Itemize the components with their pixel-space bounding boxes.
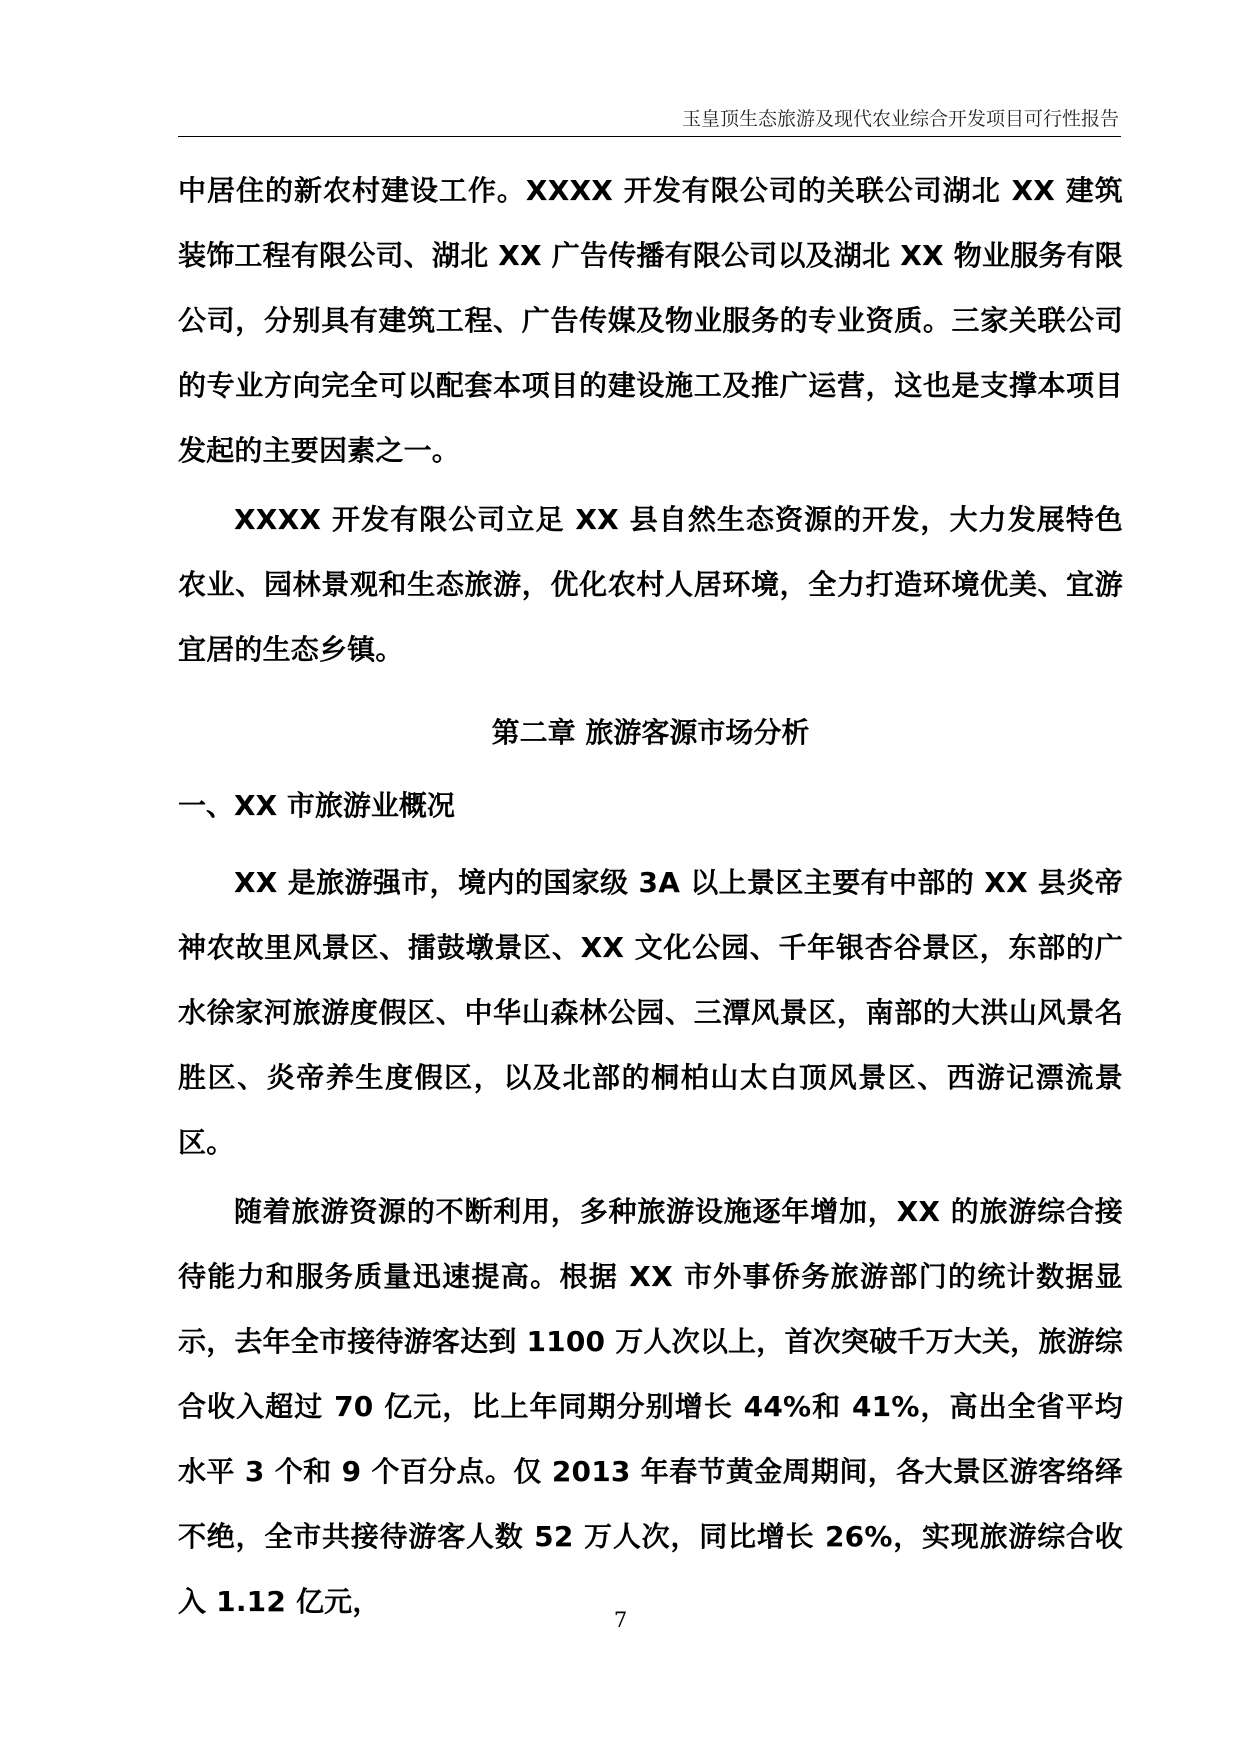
page-number: 7: [613, 1608, 628, 1632]
page-header: [178, 100, 1121, 137]
paragraph-tourism-statistics: 随着旅游资源的不断利用，多种旅游设施逐年增加，XX 的旅游综合接待能力和服务质量迅速提高。根据 XX 市外事侨务旅游部门的统计数据显示，去年全市接待游客达到 1100 万人次以上，首次突破千万大关，旅游综合收入超过 70 亿元，比上年同期分别增长 44%和 41%，高出全省平均水平 3 个和 9 个百分点。仅 2013 年春节黄金周期间，各大景区游客络绎不绝，全市共接待游客人数 52 万人次，同比增长 26%，实现旅游综合收入 1.12 亿元，: [178, 1195, 1123, 1618]
chapter-heading: 第二章 旅游客源市场分析: [491, 716, 810, 749]
paragraph-company-development: XXXX 开发有限公司立足 XX 县自然生态资源的开发，大力发展特色农业、园林景观和生态旅游，优化农村人居环境，全力打造环境优美、宜游宜居的生态乡镇。: [178, 503, 1123, 666]
section-heading: 一、XX 市旅游业概况: [178, 789, 455, 822]
paragraph-company-affiliates: 中居住的新农村建设工作。XXXX 开发有限公司的关联公司湖北 XX 建筑装饰工程有限公司、湖北 XX 广告传播有限公司以及湖北 XX 物业服务有限公司，分别具有建筑工程、广告传媒及物业服务的专业资质。三家关联公司的专业方向完全可以配套本项目的建设施工及推广运营，这也是支撑本项目发起的主要因素之一。: [178, 174, 1123, 467]
document-body: [178, 158, 1123, 1634]
paragraph-scenic-areas: XX 是旅游强市，境内的国家级 3A 以上景区主要有中部的 XX 县炎帝神农故里风景区、擂鼓墩景区、XX 文化公园、千年银杏谷景区，东部的广水徐家河旅游度假区、中华山森林公园、三潭风景区，南部的大洪山风景名胜区、炎帝养生度假区，以及北部的桐柏山太白顶风景区、西游记漂流景区。: [178, 866, 1123, 1159]
header-title: 玉皇顶生态旅游及现代农业综合开发项目可行性报告: [681, 108, 1119, 130]
